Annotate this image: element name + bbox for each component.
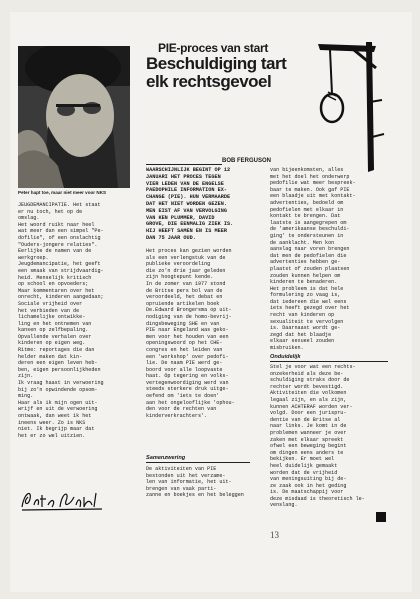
sidebar-intro-text: JEUGDEMANCIPATIE. Het staat er nu toch, het op de omslag. Het woord ruikt naar heel wat meer dan een simpel "Pe- dofilie", of een onslachtig "Ouders-jongere relaties". Eerlijke de namen van de werkgroep. Jeugdemancipatie, het geeft een smaak van strijdvaardig- heid. Menselijk kritisch op school en opvoeders; Maar kommentaren over het onrecht, kinderen aangedaan; Sociale vrijheid over het verbieden van de lichamelijke ontwikke- ling en het ontnemen van kansen op zelfbepaling. Opvallende verhalen over kinderen op eigen weg. Ritme: reportages die dan helder maken dat kin- deren een eigen leven heb- ben, eigen persoonlijkheden zijn. Ik vraag haast in verwoering bij zo'n opwindende opsom- ming. Haar als ik mijn ogen uit- wrijf en uit de verwoering ontwaak, dan weet ik het ineens weer. Zo is NKS niet. Ik begrijp maar dat het er zo wel uitzien.	[18, 202, 104, 439]
page-number: 13	[270, 530, 279, 540]
byline-rule	[146, 164, 222, 165]
handwritten-signature	[18, 485, 108, 513]
author-byline: BOB FERGUSON	[222, 158, 272, 164]
subheading-samenzwering: Samenzwering	[146, 455, 186, 461]
article-body-column-3: van bijeenkomsten, alles met het doel het onderwerp pedofilie wat meer bespreek- baar te maken. Ook gaf PIE een blaadje uit met kontakt- advertenties, bedoeld om pedofielen met elkaar in kontakt te brengen. Dat laatste is aangegrepen om de 'amerikaanse beschuldi- ging' te ondersteunen in de aanklacht. Men kon aanslag naar voren brengen dat men de pedofielen die advertenties hebben ge- plaatst of zouden plaatsen zouden kunnen helpen om kinderen te benaderen. Het probleem is dat hele formulering zo vaag is, dat iedereen die wel eens iets heeft gezegd over het recht van kinderen op sexualiteit te vervolgen is. Daarnaast wordt ge- zegd dat het blaadje elkaar sexueel zouden misbruiken.	[270, 167, 356, 352]
gallows-noose-illustration	[310, 42, 385, 172]
subheading-rule	[270, 361, 388, 362]
subheading-onduidelijk: Onduidelijk	[270, 354, 301, 360]
portrait-photo	[18, 46, 130, 188]
halftone-portrait-image	[18, 46, 130, 188]
article-headline-line-2: elk rechtsgevoel	[146, 72, 272, 91]
subheading-rule	[146, 462, 250, 463]
article-body-column-3b: Stel je voor wat een rechts- onzekerheid als deze be- schuldiging straks door de rechter wordt bevestigd. Aktiviteiten die volkomen legaal zijn, en als zijn, kunnen ACHTERAF worden ver- volgd. Door een jurispru- dentie van de Britse al naar links. Je komt in de problemen wanneer je over zaken met elkaar spreekt ofwel een beweging begint om dingen eens anders te bekijken. Er moet wel heel duidelijk gemaakt worden dat de vrijheid van meningsuiting bij de- ze zaak ook in het geding is. De maatschappij voor deze misdaad is theoretisch le- venslang.	[270, 364, 365, 509]
article-body-column-2b: De aktiviteiten van PIE bestonden uit het verzame- len van informatie, het uit- brengen van vaak parti- zanne en boekjes en het beleggen	[146, 466, 244, 499]
article-lede: WAARSCHIJNLIJK BEGINT OP 12 JANUARI HET PROCES TEGEN VIER LEDEN VAN DE ENGELSE PAEDOPHILE INFORMATION EX- CHANGE (PIE). HUN VERMAARDE DAT HET NIET WORDEN GEZEN. MEN EIST AF VAN VERVOLGING VAN KEN PLUMMER, DAVID GROVE, DIE EENMALIG ZIEK IS. HIJ HEEFT SAMEN EN IS MEER DAN 75 JAAR OUD.	[146, 167, 234, 241]
signature-scribble	[18, 485, 108, 513]
article-end-mark	[376, 512, 386, 522]
photo-caption: Peter hapt toe, maar niet meer voor NKS	[18, 190, 107, 195]
article-headline-line-1: Beschuldiging tart	[146, 54, 287, 73]
article-kicker: PIE-proces van start	[158, 41, 269, 55]
article-body-column-2: Het proces kan gezien worden als een verlengstuk van de publieke veroordeling die zo'n drie jaar geleden zijn hoogtepunt kende. In de zomer van 1977 stond de Britse pers bol van de veroordeeld, het debat en opruiende artikelen boek De.Edward Brongersma op uit- nodiging van de homo-bevrij- dingsbeweging SHE en van PIE naar Engeland was geko- men voor het houden van een openingswoord op het CHE- congres en het leiden van een 'workshop' over pedofi- lie. De naam PIE werd ge- boord voor alle loopvaste haat. Op tegering en volks- vertegenwoordiging werd van steeds sterkere druk uitge- oefend om 'iets te doen' aan het ongelooflijke 'ophou- den voor de rechten van kinderverkrachters'.	[146, 248, 235, 419]
